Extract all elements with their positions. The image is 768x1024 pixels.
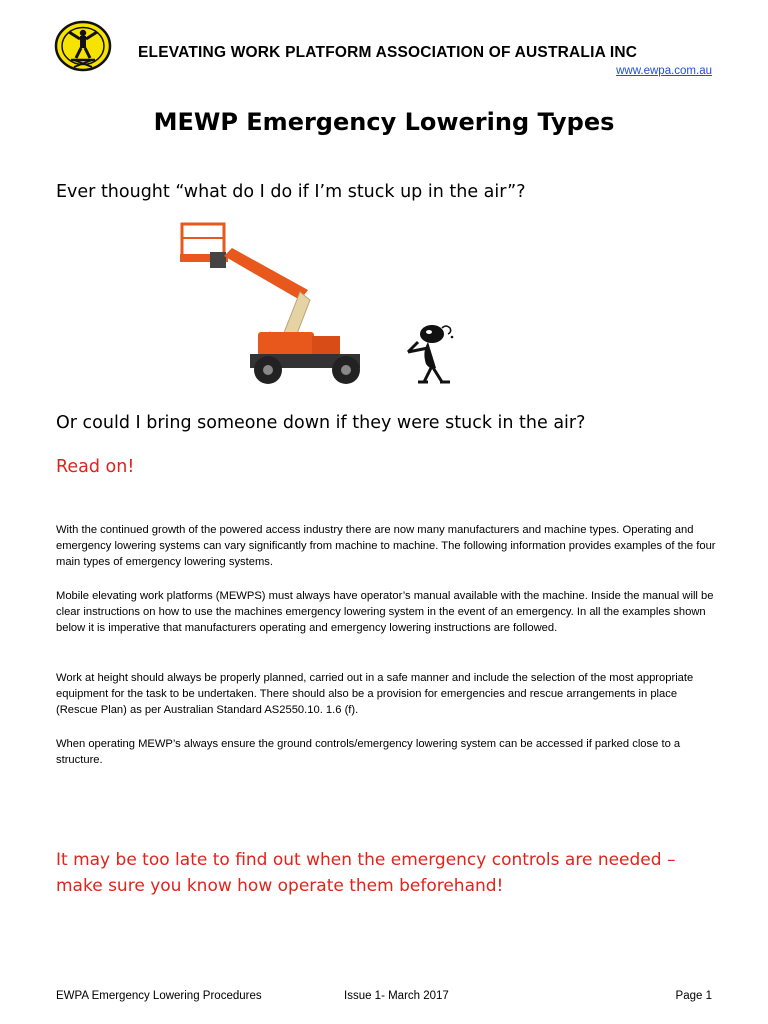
boom-lift-image xyxy=(150,212,390,390)
thinking-figure-icon xyxy=(398,322,462,388)
ground-controls-paragraph: When operating MEWP’s always ensure the ground controls/emergency lowering system can be accessed if parked close to a structure. xyxy=(56,738,681,766)
manual-paragraph: Mobile elevating work platforms (MEWPS) must always have operator’s manual available with the machine. Inside the manual will be clear instructions on how to use the machines emergency lowering system in the event of an emergency. In all the examples shown below it is imperative that manufacturers operating and emergency lowering instructions are followed. xyxy=(56,590,714,634)
warning-message: It may be too late to find out when the emergency controls are needed – make sure you know how operate them beforehand! xyxy=(56,850,676,896)
ewpa-logo-icon xyxy=(54,20,112,72)
question-rescue: Or could I bring someone down if they were stuck in the air? xyxy=(56,413,586,433)
website-link[interactable]: www.ewpa.com.au xyxy=(616,65,712,77)
read-on-callout: Read on! xyxy=(56,457,135,477)
organization-name: ELEVATING WORK PLATFORM ASSOCIATION OF AUSTRALIA INC xyxy=(138,44,638,61)
footer-page-number: Page 1 xyxy=(675,990,712,1002)
intro-paragraph: With the continued growth of the powered access industry there are now many manufacturers and machine types. Operating and emergency lowering systems can vary significantly from machine to machine. The following information provides examples of the four main types of emergency lowering systems. xyxy=(56,524,716,568)
page-title: MEWP Emergency Lowering Types xyxy=(153,108,615,136)
footer-issue: Issue 1- March 2017 xyxy=(344,990,449,1002)
footer-document-title: EWPA Emergency Lowering Procedures xyxy=(56,990,262,1002)
planning-paragraph: Work at height should always be properly planned, carried out in a safe manner and include the selection of the most appropriate equipment for the task to be undertaken. There should also be a provision for emergencies and rescue arrangements in place (Rescue Plan) as per Australian Standard AS2550.10. 1.6 (f). xyxy=(56,672,694,716)
question-stuck: Ever thought “what do I do if I’m stuck up in the air”? xyxy=(56,182,526,202)
